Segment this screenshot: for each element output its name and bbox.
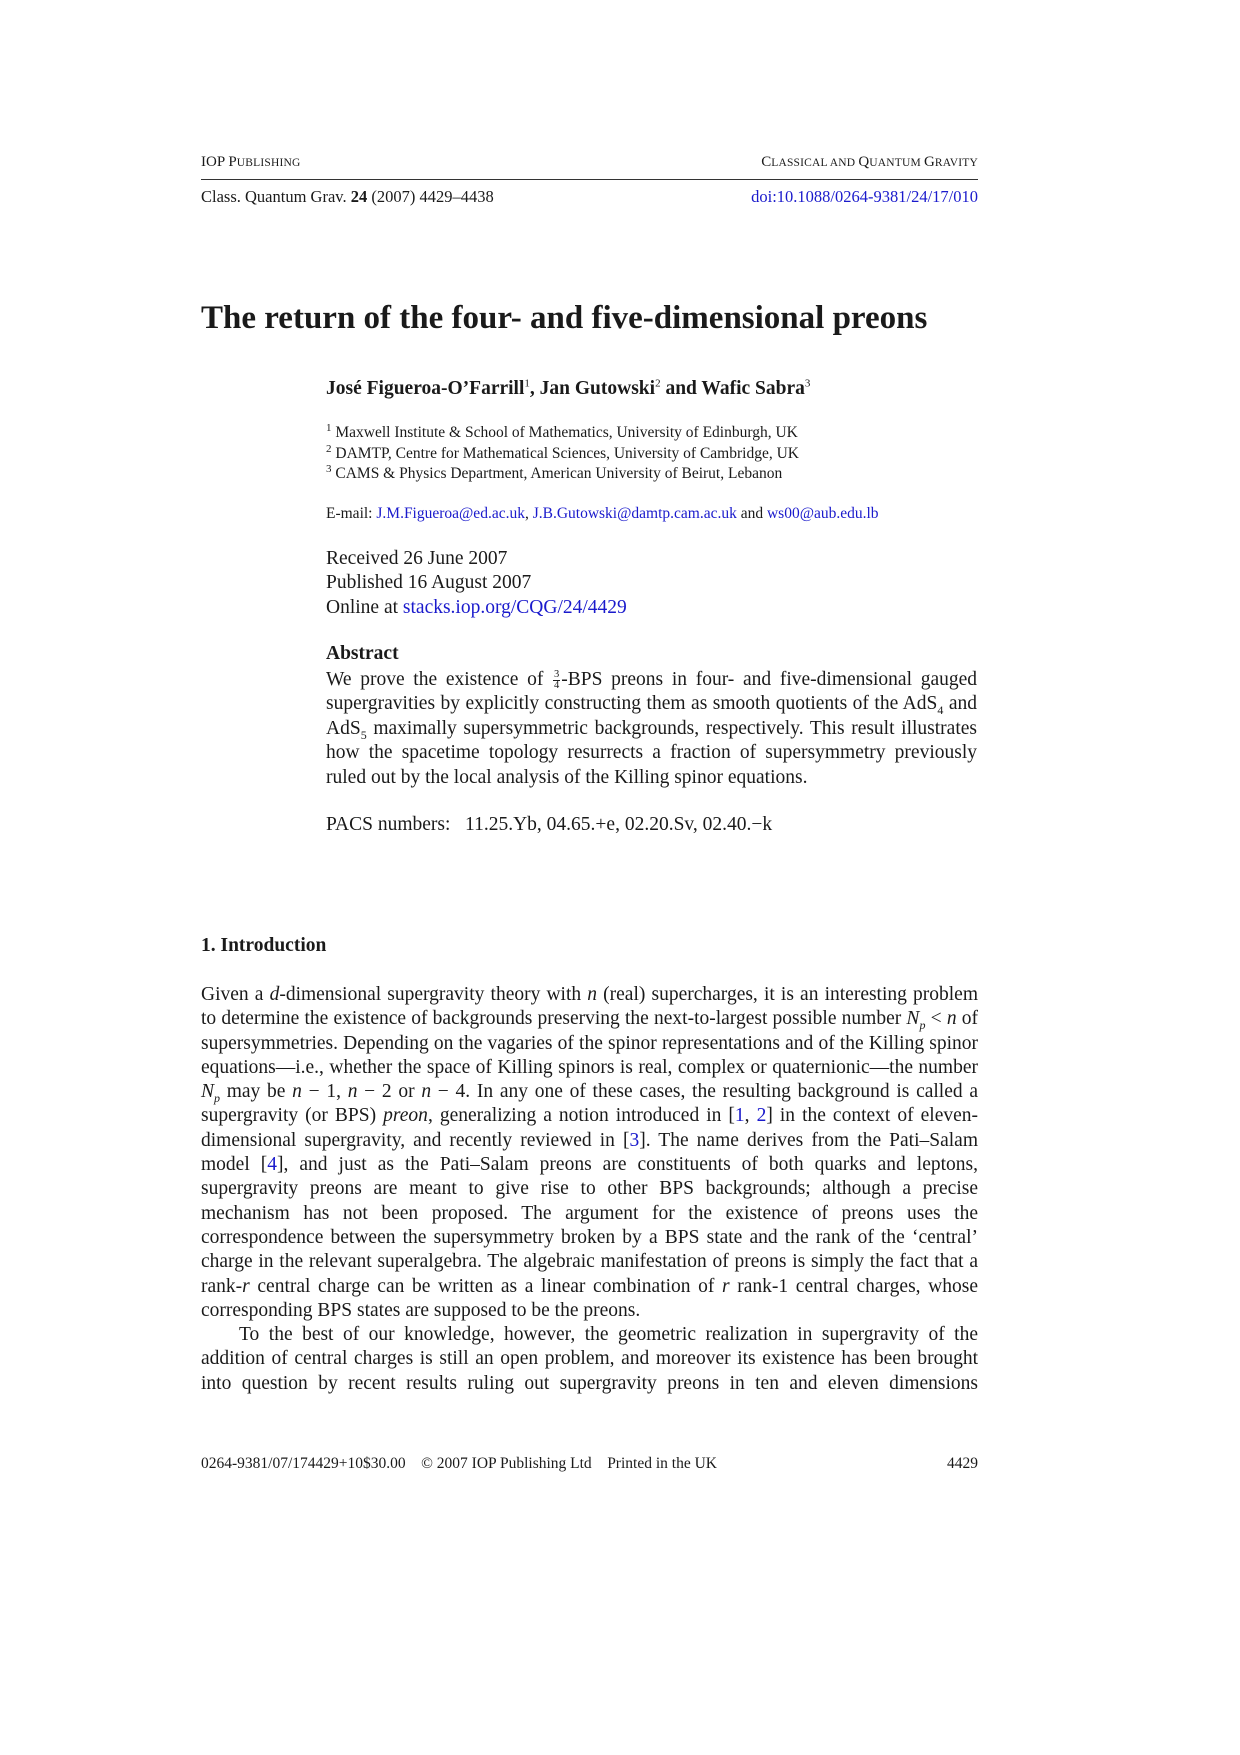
- running-header: [201, 154, 978, 174]
- footer-info: 0264-9381/07/174429+10$30.00 © 2007 IOP Publishing Ltd Printed in the UK: [201, 1455, 717, 1472]
- section-body: [201, 983, 978, 1396]
- affiliation: $^1$ Maxwell Institute & School of Mathematics, University of Edinburgh, UK: [326, 421, 798, 441]
- affiliation: $^3$ CAMS & Physics Department, American University of Beirut, Lebanon: [326, 462, 783, 482]
- abstract-text: We prove the existence of $\frac{3}{4}$ -BPS preons in four- and five-dimensional gauged supergravities by explicitly constructing them as smooth quotients of the AdS$_4$ and AdS$_5$ maximally supersymmetric backgrounds, respectively. This result illustrates how the spacetime topology resurrects a fraction of supersymmetry previously ruled out by the local analysis of the Killing spinor equations.: [326, 669, 977, 788]
- author-name: Wafic Sabra: [701, 378, 805, 399]
- doi-link[interactable]: doi:10.1088/0264-9381/24/17/010: [751, 187, 978, 206]
- email-link[interactable]: ws00@aub.edu.lb: [766, 505, 879, 522]
- header-rule: [201, 179, 978, 180]
- author-name: José Figueroa-O’Farrill: [326, 378, 525, 399]
- affiliations: [326, 423, 799, 485]
- online-link[interactable]: stacks.iop.org/CQG/24/4429: [402, 596, 627, 618]
- citation-link[interactable]: 1: [734, 1105, 745, 1127]
- affiliation-marker: 1: [524, 377, 530, 390]
- citation: Class. Quantum Grav. 24 (2007) 4429–4438: [201, 187, 494, 206]
- section-heading: 1. Introduction: [201, 935, 327, 956]
- journal-name: CLASSICAL AND QUANTUM GRAVITY: [761, 154, 978, 170]
- paragraph: Given a d-dimensional supergravity theory with n (real) supercharges, it is an interesting problem to determine the existence of backgrounds preserving the next-to-largest possible number $N_p < n$ of supersymmetries. Depending on the vagaries of the spinor representations and of the Killing spinor equations—i.e., whether the space of Killing spinors is real, complex or quaternionic—the number $N_p$ may be n − 1, n − 2 or n − 4. In any one of these cases, the resulting background is called a supergravity (or BPS) preon, generalizing a notion introduced in [1, 2] in the context of eleven-dimensional supergravity, and recently reviewed in [3]. The name derives from the Pati–Salam model [4], and just as the Pati–Salam preons are constituents of both quarks and leptons, supergravity preons are meant to give rise to other BPS backgrounds; although a precise mechanism has not been proposed. The argument for the existence of preons uses the correspondence between the supersymmetry broken by a BPS state and the rank of the ‘central’ charge in the relevant superalgebra. The algebraic manifestation of preons is simply the fact that a rank-r central charge can be written as a linear combination of r rank-1 central charges, whose corresponding BPS states are supposed to be the preons.: [201, 984, 979, 1321]
- abstract-heading: Abstract: [326, 643, 399, 664]
- online-line: Online at stacks.iop.org/CQG/24/4429: [326, 596, 627, 618]
- page-footer: [201, 1455, 978, 1475]
- email-link[interactable]: J.B.Gutowski@damtp.cam.ac.uk: [532, 505, 737, 522]
- citation-line: [201, 187, 978, 209]
- email-line: E-mail: J.M.Figueroa@ed.ac.uk, J.B.Gutowski@damtp.cam.ac.uk and ws00@aub.edu.lb: [326, 505, 879, 522]
- affiliation-marker: 3: [804, 377, 811, 390]
- paper-title: The return of the four- and five-dimensional preons: [201, 300, 928, 336]
- affiliation: $^2$ DAMTP, Centre for Mathematical Sciences, University of Cambridge, UK: [326, 442, 799, 462]
- publisher-name: IOP PUBLISHING: [201, 154, 301, 170]
- affiliation-marker: 2: [655, 377, 661, 390]
- citation-link[interactable]: 4: [267, 1154, 277, 1176]
- published-date: Published 16 August 2007: [326, 572, 532, 594]
- author-name: Jan Gutowski: [539, 378, 656, 399]
- author-list: José Figueroa-O’Farrill$^1$, Jan Gutowski$^2$ and Wafic Sabra$^3$: [326, 377, 811, 399]
- received-date: Received 26 June 2007: [326, 548, 508, 569]
- email-link[interactable]: J.M.Figueroa@ed.ac.uk: [376, 505, 525, 522]
- paragraph: To the best of our knowledge, however, the geometric realization in supergravity of the addition of central charges is still an open problem, and moreover its existence has been brought into question by recent results ruling out supergravity preons in ten and eleven dimensions: [201, 1324, 978, 1394]
- pacs-numbers: PACS numbers: 11.25.Yb, 04.65.+e, 02.20.Sv, 02.40.−k: [326, 814, 773, 835]
- publication-dates: [326, 547, 627, 620]
- citation-link[interactable]: 2: [756, 1105, 767, 1127]
- citation-link[interactable]: 3: [629, 1129, 640, 1151]
- page-number: 4429: [947, 1455, 978, 1472]
- fraction: $\frac{3}{4}$: [554, 669, 560, 692]
